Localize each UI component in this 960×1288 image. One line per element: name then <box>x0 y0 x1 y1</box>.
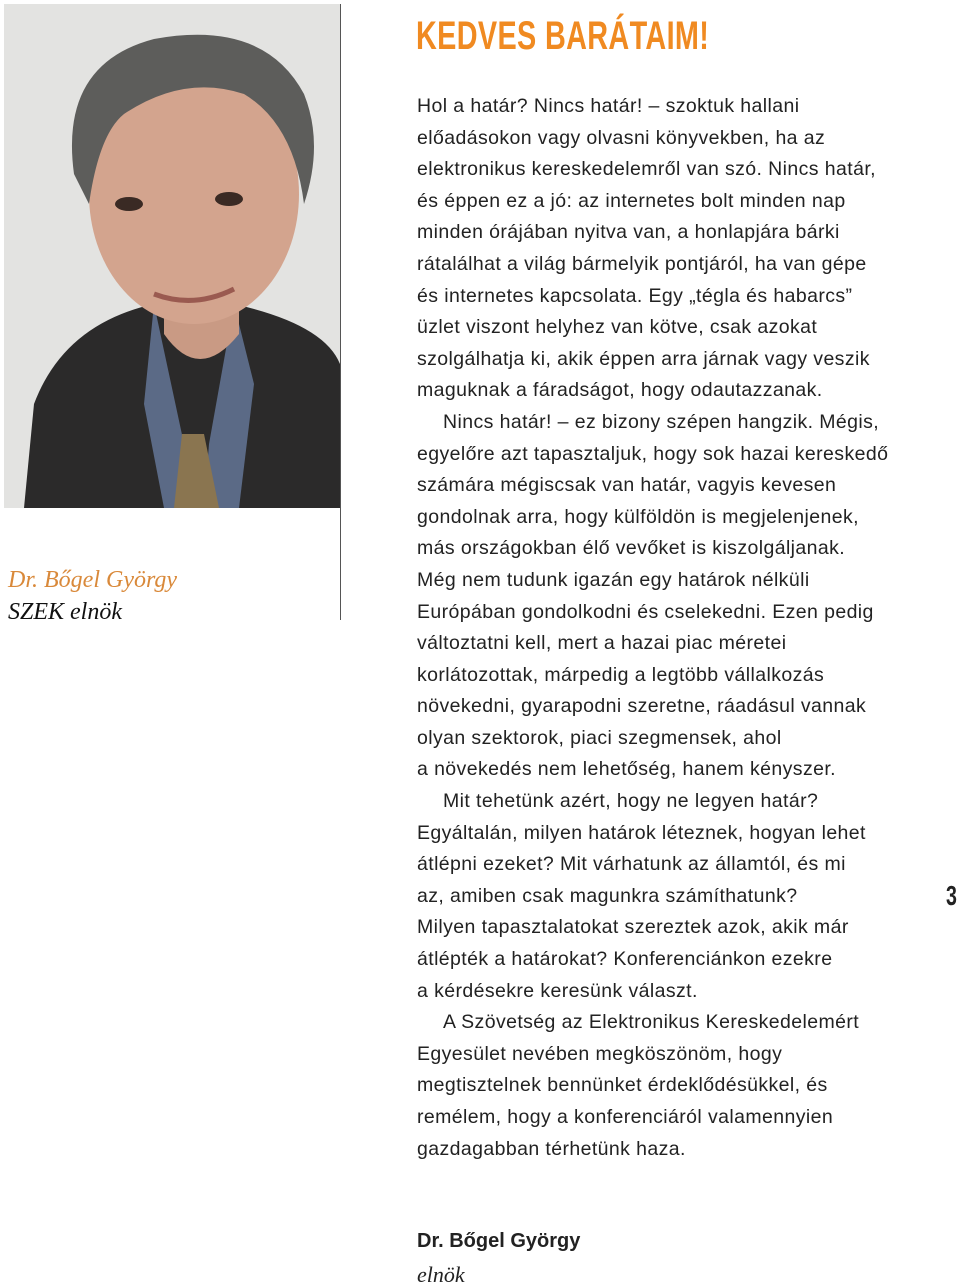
body-line: Egyesület nevében megköszönöm, hogy <box>417 1042 783 1065</box>
body-line: a kérdésekre keresünk választ. <box>417 979 698 1002</box>
body-line: Mit tehetünk azért, hogy ne legyen határ? <box>443 790 819 813</box>
body-line: maguknak a fáradságot, hogy odautazzanak. <box>417 379 823 402</box>
letter-body <box>417 91 937 1165</box>
signature-name: Dr. Bőgel György <box>417 1230 581 1252</box>
body-line: átlépni ezeket? Mit várhatunk az államtól, és mi <box>417 853 846 876</box>
body-line: a növekedés nem lehetőség, hanem kényszer. <box>417 758 836 781</box>
body-line: és éppen ez a jó: az internetes bolt minden nap <box>417 189 846 212</box>
body-line: minden órájában nyitva van, a honlapjára bárki <box>417 221 840 244</box>
body-line: gondolnak arra, hogy külföldön is megjelenjenek, <box>417 505 859 528</box>
body-line: előadásokon vagy olvasni könyvekben, ha az <box>417 126 826 149</box>
body-line: változtatni kell, mert a hazai piac méretei <box>417 632 787 655</box>
body-line: Egyáltalán, milyen határok léteznek, hogyan lehet <box>417 821 866 844</box>
body-line: A Szövetség az Elektronikus Kereskedelemért <box>443 1011 860 1034</box>
signature-role: elnök <box>417 1262 465 1287</box>
body-line: remélem, hogy a konferenciáról valamennyien <box>417 1106 834 1128</box>
body-line: Nincs határ! – ez bizony szépen hangzik. Mégis, <box>443 410 880 433</box>
page-number: 3 <box>946 880 957 911</box>
body-line: átlépték a határokat? Konferenciánkon ezekre <box>417 948 833 971</box>
portrait-photo <box>4 4 340 508</box>
body-line: az, amiben csak magunkra számíthatunk? <box>417 884 798 907</box>
body-line: Még nem tudunk igazán egy határok nélküli <box>417 568 810 591</box>
caption-role: SZEK elnök <box>8 599 122 625</box>
body-line: elektronikus kereskedelemről van szó. Nincs határ, <box>417 158 876 181</box>
body-line: rátalálhat a világ bármelyik pontjáról, ha van gépe <box>417 252 867 275</box>
body-line: Európában gondolkodni és cselekedni. Ezen pedig <box>417 600 874 623</box>
body-line: korlátozottak, márpedig a legtöbb vállalkozás <box>417 663 825 686</box>
body-line: és internetes kapcsolata. Egy „tégla és habarcs” <box>417 284 853 307</box>
body-line: más országokban élő vevőket is kiszolgáljanak. <box>417 537 846 560</box>
vertical-divider <box>340 4 341 620</box>
body-line: megtisztelnek bennünket érdeklődésükkel, és <box>417 1074 828 1097</box>
caption-name: Dr. Bőgel György <box>8 567 178 593</box>
page-title: KEDVES BARÁTAIM! <box>416 14 710 58</box>
body-line: számára mégiscsak van határ, vagyis kevesen <box>417 474 837 497</box>
body-line: üzlet viszont helyhez van kötve, csak azokat <box>417 316 818 339</box>
body-line: gazdagabban térhetünk haza. <box>417 1137 686 1160</box>
body-line: Hol a határ? Nincs határ! – szoktuk hallani <box>417 95 800 117</box>
photo-caption <box>8 564 177 628</box>
body-line: egyelőre azt tapasztaljuk, hogy sok hazai kereskedő <box>417 442 889 465</box>
body-line: olyan szektorok, piaci szegmensek, ahol <box>417 726 782 749</box>
body-line: növekedni, gyarapodni szeretne, ráadásul vannak <box>417 695 867 718</box>
body-line: szolgálhatja ki, akik éppen arra járnak vagy veszik <box>417 347 870 370</box>
body-line: Milyen tapasztalatokat szereztek azok, akik már <box>417 916 849 939</box>
